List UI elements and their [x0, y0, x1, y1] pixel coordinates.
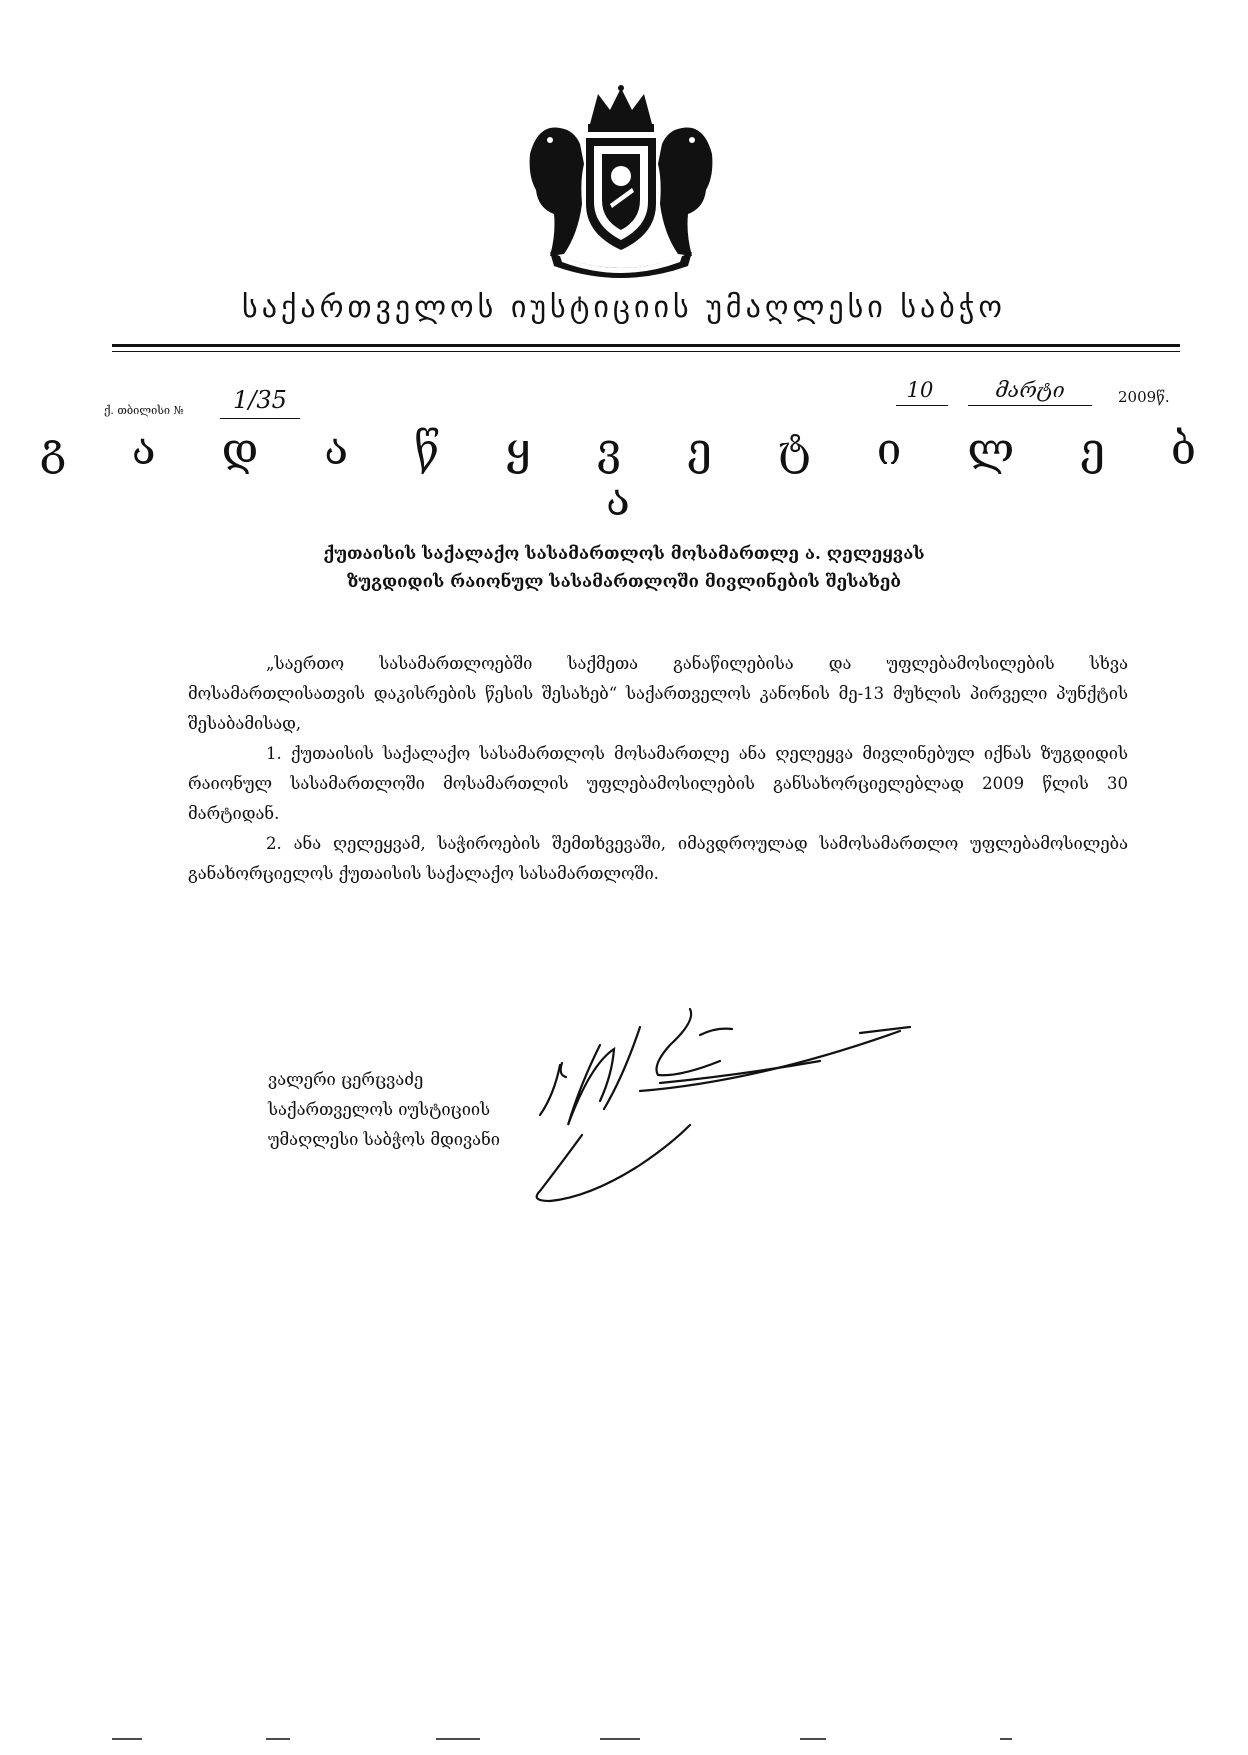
signatory-name: ვალერი ცერცვაძე [268, 1070, 424, 1089]
header-rule-thin [112, 351, 1180, 352]
body-paragraph-item-2: 2. ანა ღელეყვამ, საჭიროების შემთხვევაში, იმავდროულად სამოსამართლო უფლებამოსილება განახორციელოს ქუთაისის საქალაქო სასამართლოში. [188, 834, 1128, 883]
coat-of-arms-emblem [520, 84, 722, 284]
organization-title: საქართველოს იუსტიციის უმაღლესი საბჭო [242, 290, 1006, 325]
document-body [188, 649, 1128, 889]
number-underline [220, 418, 300, 419]
date-month-underline [968, 405, 1092, 406]
document-number: 1/35 [233, 386, 287, 414]
header-rule-thick [112, 344, 1180, 347]
date-year: 2009წ. [1118, 388, 1170, 406]
number-label: ქ. თბილისი № [104, 404, 184, 417]
document-subject [0, 540, 1248, 596]
date-month: მარტი [995, 378, 1065, 402]
document-type-heading: გ ა დ ა წ ყ ვ ე ტ ი ლ ე ბ ა [39, 424, 1223, 526]
subject-line-1: ქუთაისის საქალაქო სასამართლოს მოსამართლე ა. ღელეყვას [323, 544, 925, 564]
date-day-underline [896, 405, 948, 406]
body-paragraph-item-1: 1. ქუთაისის საქალაქო სასამართლოს მოსამართლე ანა ღელეყვა მივლინებულ იქნას ზუგდიდის რაიონულ სასამართლოში მოსამართლის უფლებამოსილების განსახორციელებლად 2009 წლის 30 მარტიდან. [188, 744, 1128, 823]
handwritten-signature [520, 1005, 1000, 1255]
signatory-position-2: უმაღლესი საბჭოს მდივანი [268, 1130, 500, 1149]
date-day: 10 [906, 378, 934, 402]
body-paragraph-preamble: „საერთო სასამართლოებში საქმეთა განაწილებისა და უფლებამოსილების სხვა მოსამართლისათვის დაკისრების წესის შესახებ“ საქართველოს კანონის მე-13 მუხლის პირველი პუნქტის შესაბამისად, [188, 654, 1128, 733]
scan-artifacts [100, 1735, 1160, 1743]
signatory-position-1: საქართველოს იუსტიციის [268, 1100, 491, 1119]
subject-line-2: ზუგდიდის რაიონულ სასამართლოში მივლინების შესახებ [346, 572, 901, 592]
